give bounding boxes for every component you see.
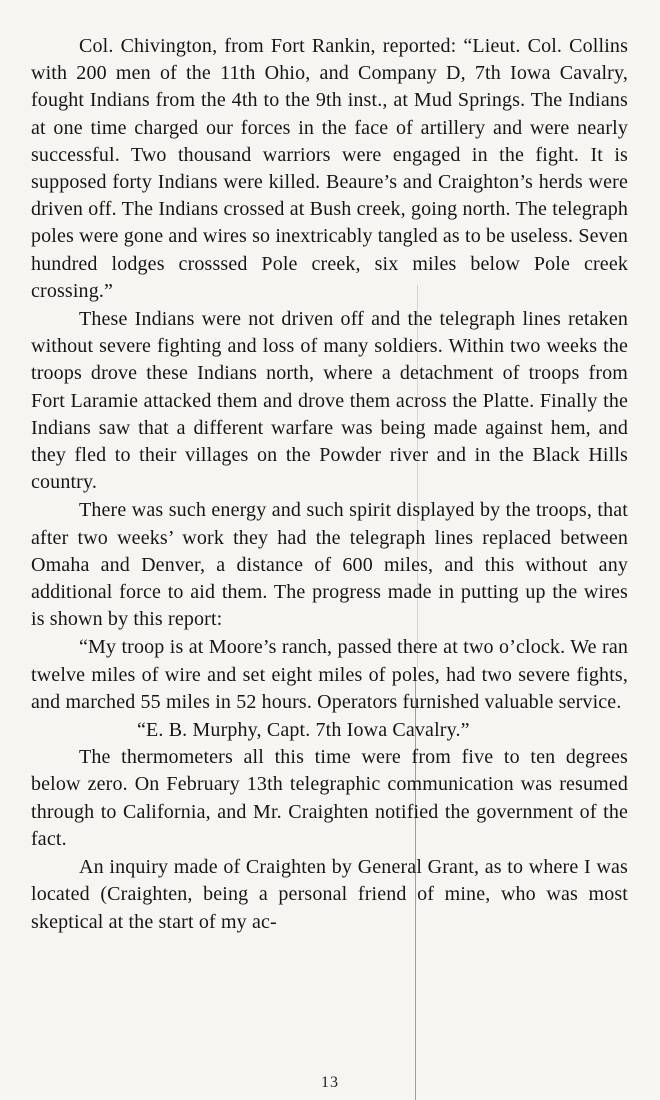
paragraph-thermometers: The thermometers all this time were from five to ten degrees below zero. On February 13th telegraphic communication was resumed through to California, and Mr. Craighten notified the government of the fact. <box>31 746 628 850</box>
paragraph-murphy-report: “My troop is at Moore’s ranch, passed there at two o’clock. We ran twelve miles of wire and set eight miles of poles, had two severe fights, and marched 55 miles in 52 hours. Operators furnished valuable service. <box>31 636 628 713</box>
paragraph-troop-energy: There was such energy and such spirit displayed by the troops, that after two weeks’ work they had the telegraph lines replaced between Omaha and Denver, a distance of 600 miles, and this without any additional force to aid them. The progress made in putting up the wires is shown by this report: <box>31 499 628 631</box>
body-text <box>31 33 628 937</box>
report-signature: “E. B. Murphy, Capt. 7th Iowa Cavalry.” <box>137 719 470 742</box>
paragraph-indians-driven-off: These Indians were not driven off and the telegraph lines retaken without severe fighting and loss of many soldiers. Within two weeks the troops drove these Indians north, where a detachment of troops from Fort Laramie attacked them and drove them across the Platte. Finally the Indians saw that a different warfare was being made against hem, and they fled to their villages on the Powder river and in the Black Hills country. <box>31 308 628 494</box>
paragraph-grant-inquiry: An inquiry made of Craighten by General Grant, as to where I was located (Craighten, being a personal friend of mine, who was most skeptical at the start of my ac- <box>31 856 628 933</box>
page-number: 13 <box>321 1074 339 1091</box>
paragraph-chivington-report: Col. Chivington, from Fort Rankin, reported: “Lieut. Col. Collins with 200 men of the 11th Ohio, and Company D, 7th Iowa Cavalry, fought Indians from the 4th to the 9th inst., at Mud Springs. The Indians at one time charged our forces in the face of artillery and were nearly successful. Two thousand warriors were engaged in the fight. It is supposed forty Indians were killed. Beaure’s and Craighton’s herds were driven off. The Indians crossed at Bush creek, going north. The telegraph poles were gone and wires so inextricably tangled as to be useless. Seven hundred lodges crosssed Pole creek, six miles below Pole creek crossing.” <box>31 35 628 302</box>
